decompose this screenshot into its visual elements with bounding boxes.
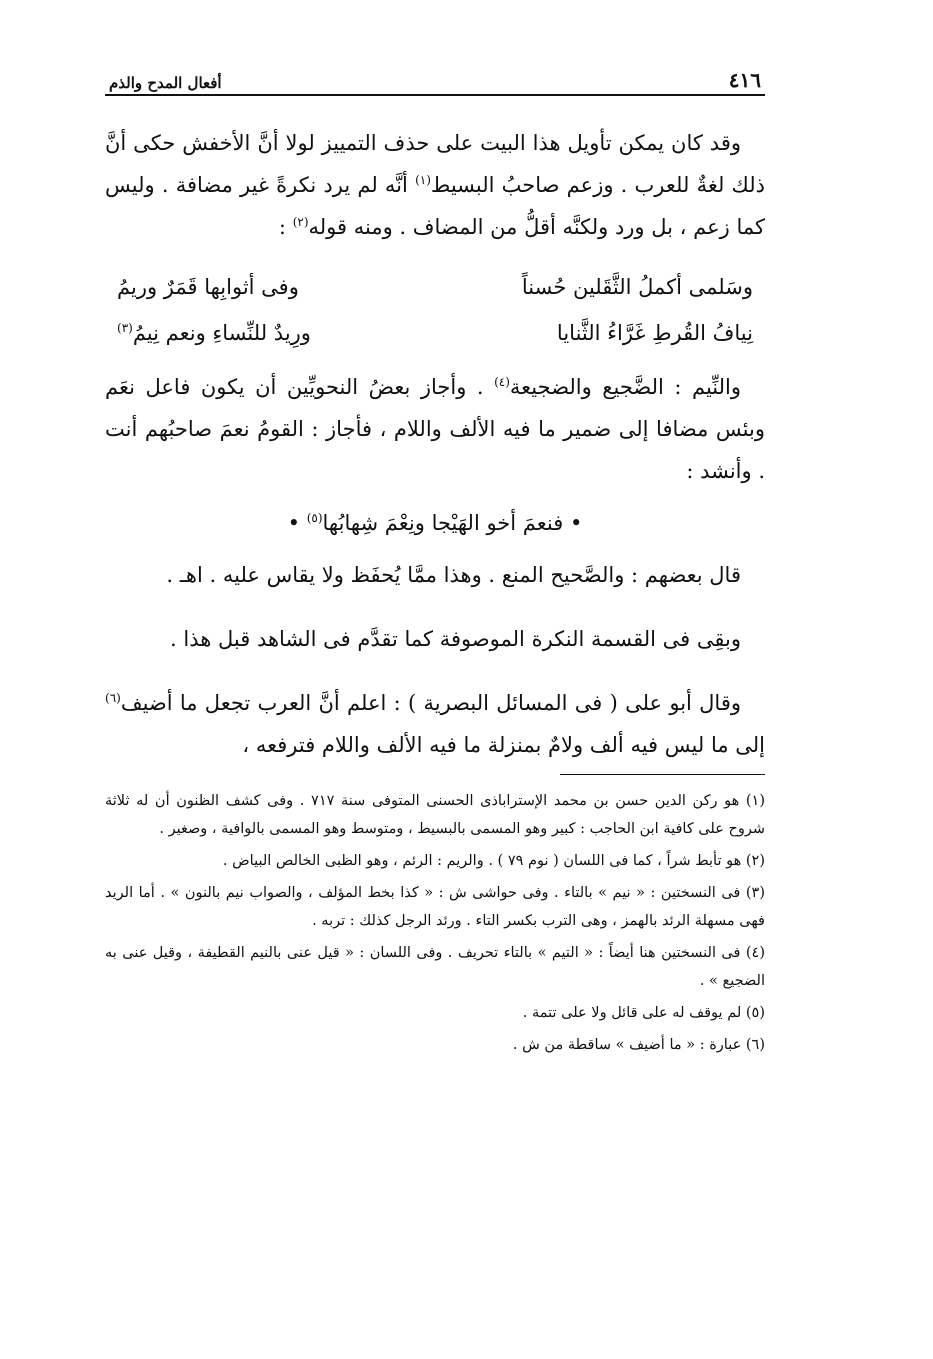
paragraph-1-text: وقد كان يمكن تأويل هذا البيت على حذف التمييز لولا أنَّ الأخفش حكى أنَّ ذلك لغةٌ للعرب . وزعم صاحبُ البسيط <box>105 131 765 197</box>
footnote-ref-5: (٥) <box>306 511 323 525</box>
footnote-1: (١) هو ركن الدين حسن بن محمد الإستراباذى الحسنى المتوفى سنة ٧١٧ . وفى كشف الظنون أن له ثلاثة شروح على كافية ابن الحاجب : كبير وهو المسمى بالبسيط ، ومتوسط وهو المسمى بالوافية ، وصغير . <box>105 793 765 837</box>
footnote-4: (٤) فى النسختين هنا أيضاً : « التيم » بالتاء تحريف . وفى اللسان : « قيل عنى بالنيم القطيفة ، وقيل عنى به الضجيع » . <box>105 945 765 989</box>
quoted-hemistich-text: • فنعمَ أخو الهَيْجا ونِعْمَ شِهابُها <box>322 511 583 535</box>
quoted-hemistich-end: • <box>287 511 307 535</box>
paragraph-gap <box>105 660 765 682</box>
page-header <box>105 62 765 96</box>
verse-2-second-text: ورِيدٌ للنِّساءِ ونعم نِيمُ <box>132 321 311 345</box>
paragraph-5-continued: إلى ما ليس فيه ألف ولامٌ بمنزلة ما فيه الألف واللام فترفعه ، <box>242 733 765 757</box>
paragraph-gap <box>105 596 765 618</box>
footnotes <box>105 787 765 1059</box>
quoted-hemistich <box>105 500 765 546</box>
paragraph-1 <box>105 122 765 248</box>
paragraph-2-text: والنِّيم : الضَّجيع والضجيعة <box>509 375 741 399</box>
verse-line-1 <box>105 264 765 310</box>
verse-1-first-hemistich: وسَلمى أكملُ الثَّقَلين حُسناً <box>521 275 753 299</box>
paragraph-1-end: : <box>278 215 293 239</box>
verse-2-second-hemistich <box>117 310 410 356</box>
paragraph-1-continued: أنَّه لم يرد نكرةً غير مضافة . وليس كما زعم ، بل ورد ولكنَّه أقلُّ من المضاف . ومنه قوله <box>105 173 765 239</box>
paragraph-3: قال بعضهم : والصَّحيح المنع . وهذا ممَّا يُحفَظ ولا يقاس عليه . اهـ . <box>166 563 741 587</box>
paragraph-4: وبقِى فى القسمة النكرة الموصوفة كما تقدَّم فى الشاهد قبل هذا . <box>170 627 741 651</box>
footnote-ref-2: (٢) <box>292 215 309 229</box>
footnote-6: (٦) عبارة : « ما أضيف » ساقطة من ش . <box>512 1037 765 1053</box>
page-number: ٤١٦ <box>728 68 761 92</box>
footnote-ref-4: (٤) <box>494 375 510 389</box>
paragraph-2 <box>105 366 765 492</box>
paragraph-5 <box>105 682 765 766</box>
verse-line-2 <box>105 310 765 356</box>
page <box>105 62 765 1063</box>
footnote-ref-6: (٦) <box>105 691 121 705</box>
paragraph-5-text: وقال أبو على ( فى المسائل البصرية ) : اعلم أنَّ العرب تجعل ما أضيف <box>120 691 741 715</box>
verse-1-second-hemistich: وفى أثوابِها قَمَرٌ وريمُ <box>117 275 299 299</box>
footnote-ref-3: (٣) <box>117 321 133 335</box>
poem-verses <box>105 264 765 356</box>
running-title: أفعال المدح والذم <box>109 74 222 92</box>
footnote-ref-1: (١) <box>415 173 431 187</box>
footnote-5: (٥) لم يوقف له على قائل ولا على تتمة . <box>522 1005 765 1021</box>
footnote-3: (٣) فى النسختين : « نيم » بالتاء . وفى حواشى ش : « كذا بخط المؤلف ، والصواب نيم بالنون » . أما الريد فهى مسهلة الرئد بالهمز ، وهى الترب بكسر التاء . ورئد الرجل كذلك : تربه . <box>105 885 765 929</box>
footnote-separator <box>560 774 765 775</box>
verse-2-first-hemistich: نِيافُ القُرطِ غَرَّاءُ الثَّنايا <box>556 321 753 345</box>
footnote-2: (٢) هو تأبط شراً ، كما فى اللسان ( نوم ٧٩ ) . والريم : الرئم ، وهو الظبى الخالص البياض . <box>222 853 765 869</box>
main-text <box>105 122 765 766</box>
paragraph-2-continued: . وأجاز بعضُ النحويِّين أن يكون فاعل نعَم وبئس مضافا إلى ضمير ما فيه الألف واللام ، فأجاز : القومُ نعمَ صاحبُهم أنت . وأنشد : <box>105 375 765 483</box>
